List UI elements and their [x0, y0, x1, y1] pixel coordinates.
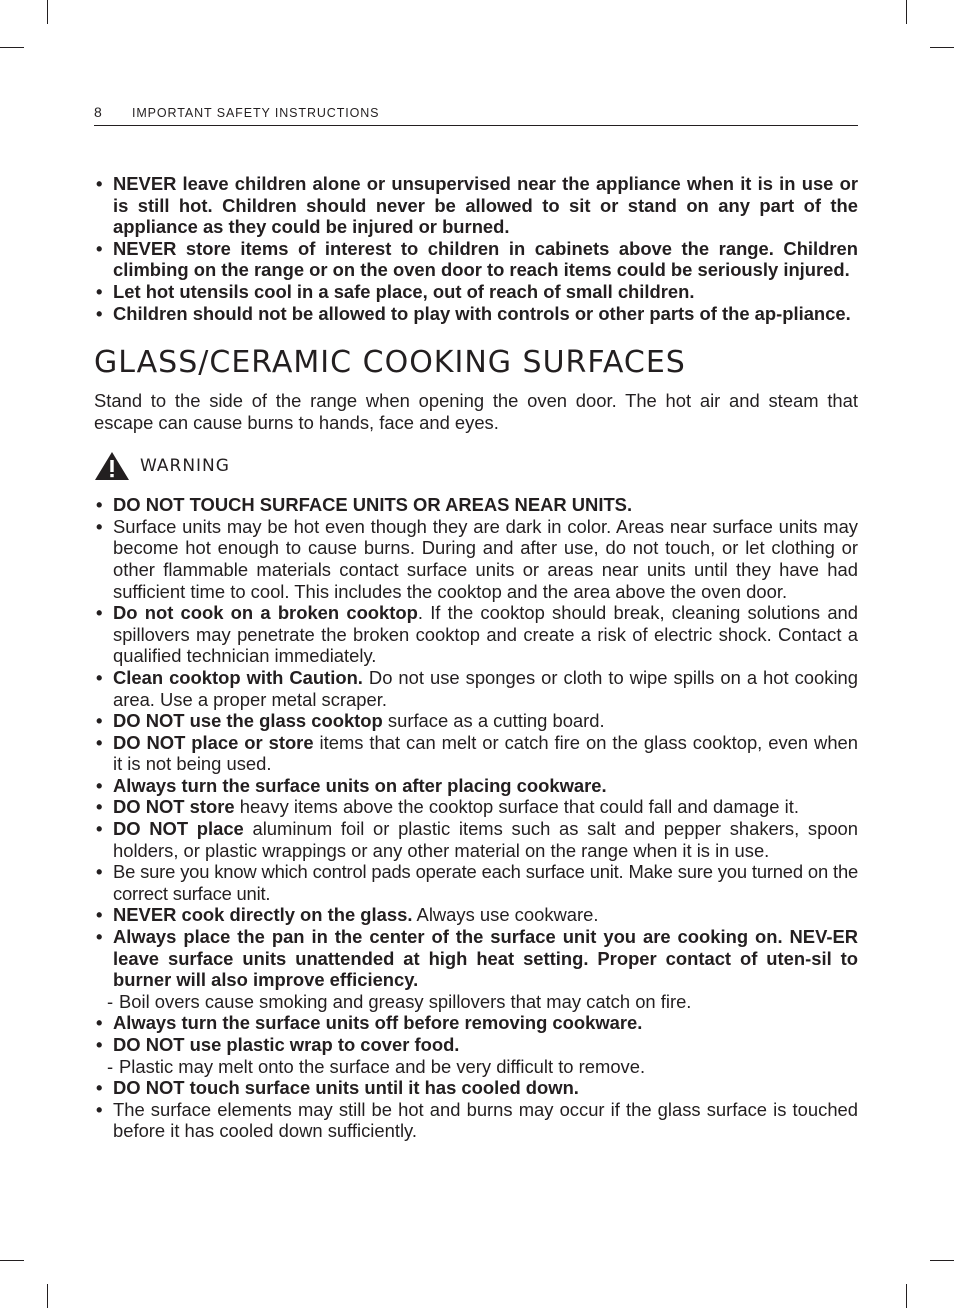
section-title: GLASS/CERAMIC COOKING SURFACES — [94, 345, 686, 381]
section-intro: Stand to the side of the range when opening the oven door. The hot air and steam that escape can cause burns to hands, face and eyes. — [94, 390, 858, 434]
item-text: aluminum foil or plastic items such as salt and pepper shakers, spoon holders, or plastic wrappings or any other material on the range when it is in use. — [113, 818, 858, 861]
item-text: Do not use sponges or cloth to wipe spills on a hot cooking area. Use a proper metal scraper. — [113, 666, 859, 710]
crop-mark — [930, 47, 954, 48]
item-text: surface as a cutting board. — [382, 710, 605, 732]
crop-mark — [47, 0, 48, 24]
item-emphasis: DO NOT place — [113, 818, 244, 840]
list-item: • DO NOT TOUCH SURFACE UNITS OR AREAS NEAR UNITS. — [94, 494, 858, 516]
item-emphasis: DO NOT store — [113, 796, 235, 818]
list-item: • NEVER leave children alone or unsupervised near the appliance when it is in use or is still hot. Children should never be allowed to sit or stand on any part of the appliance as they could be injured or burned. — [94, 173, 858, 238]
list-item — [94, 732, 858, 775]
crop-mark — [906, 0, 907, 24]
crop-mark — [0, 47, 24, 48]
item-emphasis: Do not cook on a broken cooktop — [113, 602, 418, 624]
list-item: • Surface units may be hot even though they are dark in color. Areas near surface units may become hot enough to cause burns. During and after use, do not touch, or let clothing or other flammable materials contact surface units or areas near units until they have had sufficient time to cool. This includes the cooktop and the area above the oven door. — [94, 516, 858, 602]
warning-heading — [94, 448, 858, 484]
list-item: • NEVER store items of interest to children in cabinets above the range. Children climbing on the range or on the oven door to reach items could be seriously injured. — [94, 238, 858, 281]
list-item — [94, 710, 858, 732]
item-text: heavy items above the cooktop surface that could fall and damage it. — [234, 796, 799, 818]
list-item: • The surface elements may still be hot and burns may occur if the glass surface is touched before it has cooled down sufficiently. — [94, 1099, 858, 1142]
item-text: . If the cooktop should break, cleaning solutions and spillovers may penetrate the broken cooktop and create a risk of electric shock. Contact a qualified technician immediately. — [113, 602, 859, 667]
list-item: • Let hot utensils cool in a safe place, out of reach of small children. — [94, 281, 858, 303]
item-emphasis: NEVER cook directly on the glass. — [113, 904, 413, 926]
warning-list — [94, 494, 858, 1142]
list-item: • Be sure you know which control pads operate each surface unit. Make sure you turned on the correct surface unit. — [94, 861, 858, 904]
list-item: • DO NOT touch surface units until it has cooled down. — [94, 1077, 858, 1099]
sub-item — [107, 1055, 858, 1078]
list-item: • Always turn the surface units on after placing cookware. — [94, 775, 858, 797]
list-item — [94, 796, 858, 818]
list-item: • Children should not be allowed to play with controls or other parts of the ap-pliance. — [94, 303, 858, 325]
list-item: • Always turn the surface units off before removing cookware. — [94, 1012, 858, 1034]
warning-label: WARNING — [140, 456, 230, 477]
item-emphasis: DO NOT use plastic wrap to cover food. — [113, 1034, 460, 1055]
child-safety-list — [94, 173, 858, 324]
item-text: items that can melt or catch fire on the glass cooktop, even when it is not being used. — [113, 731, 859, 775]
list-item — [94, 1034, 858, 1077]
crop-mark — [906, 1284, 907, 1308]
list-item — [94, 602, 858, 667]
sub-item-text: Plastic may melt onto the surface and be very difficult to remove. — [119, 1055, 646, 1077]
list-item — [94, 667, 858, 710]
page-header — [94, 104, 858, 126]
crop-mark — [0, 1260, 24, 1261]
item-emphasis: Always place the pan in the center of the surface unit you are cooking on. NEV-ER leave surface units unattended at high heat setting. Proper contact of uten-sil to burner will also improve efficiency. — [113, 926, 858, 991]
running-title: IMPORTANT SAFETY INSTRUCTIONS — [132, 106, 380, 120]
item-emphasis: DO NOT place or store — [113, 731, 314, 753]
item-text: Always use cookware. — [412, 904, 599, 926]
list-item — [94, 818, 858, 861]
list-item — [94, 904, 858, 926]
item-emphasis: DO NOT use the glass cooktop — [113, 710, 383, 732]
list-item — [94, 926, 858, 1012]
crop-mark — [930, 1260, 954, 1261]
page-number: 8 — [94, 104, 102, 120]
sub-item-dash: - — [107, 990, 114, 1012]
warning-icon — [94, 451, 130, 481]
item-emphasis: Clean cooktop with Caution. — [113, 666, 363, 688]
page-content — [94, 173, 858, 1142]
sub-item-text: Boil overs cause smoking and greasy spillovers that may catch on fire. — [119, 990, 692, 1012]
crop-mark — [47, 1284, 48, 1308]
sub-item-dash: - — [107, 1055, 114, 1077]
sub-item — [107, 990, 858, 1013]
